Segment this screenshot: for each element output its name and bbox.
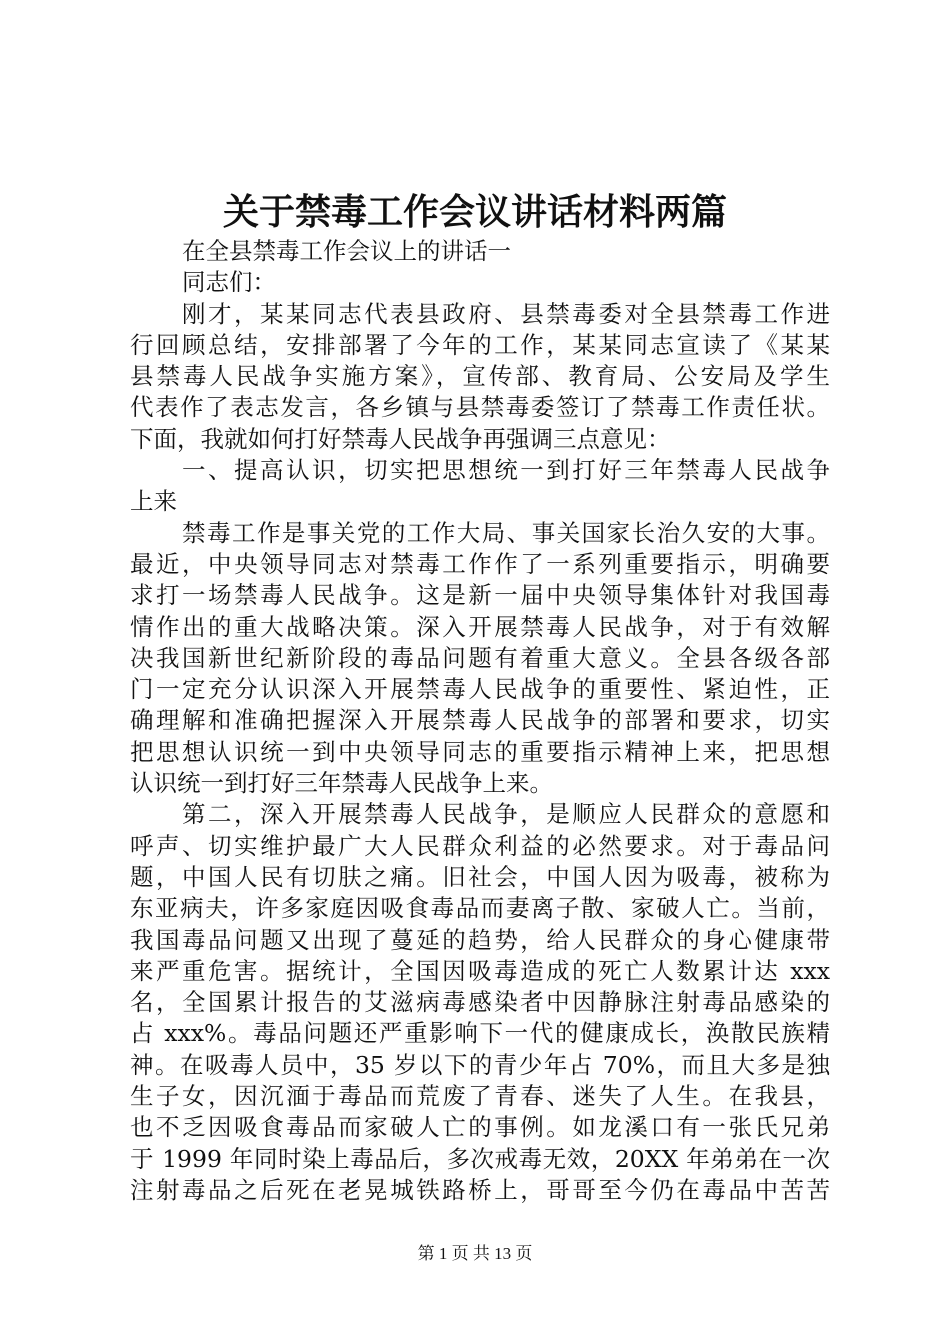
body-text-line: 第二，深入开展禁毒人民战争，是顺应人民群众的意愿和 (182, 800, 830, 829)
body-text-line: 代表作了表志发言，各乡镇与县禁毒委签订了禁毒工作责任状。 (130, 393, 830, 422)
body-text-line: 最近，中央领导同志对禁毒工作作了一系列重要指示，明确要 (130, 549, 830, 578)
body-text-line: 题，中国人民有切肤之痛。旧社会，中国人因为吸毒，被称为 (130, 862, 830, 891)
body-text-line: 下面，我就如何打好禁毒人民战争再强调三点意见： (130, 424, 671, 453)
document-title: 关于禁毒工作会议讲话材料两篇 (222, 191, 727, 233)
body-text-line: 求打一场禁毒人民战争。这是新一届中央领导集体针对我国毒 (130, 581, 830, 610)
body-text-line: 来严重危害。据统计，全国因吸毒造成的死亡人数累计达 xxx (130, 956, 830, 985)
body-text-line: 认识统一到打好三年禁毒人民战争上来。 (130, 769, 553, 798)
body-text-line: 也不乏因吸食毒品而家破人亡的事例。如龙溪口有一张氏兄弟 (130, 1113, 830, 1142)
body-text-line: 我国毒品问题又出现了蔓延的趋势，给人民群众的身心健康带 (130, 925, 830, 954)
body-text-line: 把思想认识统一到中央领导同志的重要指示精神上来，把思想 (130, 737, 830, 766)
body-text-line: 神。在吸毒人员中，35 岁以下的青少年占 70%，而且大多是独 (130, 1050, 830, 1079)
body-text-line: 呼声、切实维护最广大人民群众利益的必然要求。对于毒品问 (130, 831, 830, 860)
body-text-line: 县禁毒人民战争实施方案》，宣传部、教育局、公安局及学生 (130, 362, 830, 391)
body-text-line: 门一定充分认识深入开展禁毒人民战争的重要性、紧迫性，正 (130, 675, 830, 704)
body-text-line: 注射毒品之后死在老晃城铁路桥上，哥哥至今仍在毒品中苦苦 (130, 1175, 830, 1204)
body-text-line: 一、提高认识，切实把思想统一到打好三年禁毒人民战争 (182, 456, 830, 485)
body-text-line: 上来 (130, 487, 177, 516)
body-text-line: 名，全国累计报告的艾滋病毒感染者中因静脉注射毒品感染的 (130, 988, 830, 1017)
body-text-line: 同志们： (182, 268, 276, 297)
body-text-line: 东亚病夫，许多家庭因吸食毒品而妻离子散、家破人亡。当前， (130, 894, 830, 923)
body-text-line: 占 xxx%。毒品问题还严重影响下一代的健康成长，涣散民族精 (130, 1019, 830, 1048)
body-text-line: 禁毒工作是事关党的工作大局、事关国家长治久安的大事。 (182, 518, 830, 547)
body-text-line: 生子女，因沉湎于毒品而荒废了青春、迷失了人生。在我县， (130, 1082, 830, 1111)
body-text-line: 于 1999 年同时染上毒品后，多次戒毒无效，20XX 年弟弟在一次 (130, 1144, 830, 1173)
body-text-line: 行回顾总结，安排部署了今年的工作，某某同志宣读了《某某 (130, 330, 830, 359)
body-text-line: 刚才，某某同志代表县政府、县禁毒委对全县禁毒工作进 (182, 299, 830, 328)
body-text-line: 确理解和准确把握深入开展禁毒人民战争的部署和要求，切实 (130, 706, 830, 735)
body-text-line: 在全县禁毒工作会议上的讲话一 (182, 237, 511, 265)
page-footer: 第 1 页 共 13 页 (417, 1244, 533, 1263)
body-text-line: 情作出的重大战略决策。深入开展禁毒人民战争，对于有效解 (130, 612, 830, 641)
document-body (130, 236, 830, 1206)
body-text-line: 决我国新世纪新阶段的毒品问题有着重大意义。全县各级各部 (130, 643, 830, 672)
